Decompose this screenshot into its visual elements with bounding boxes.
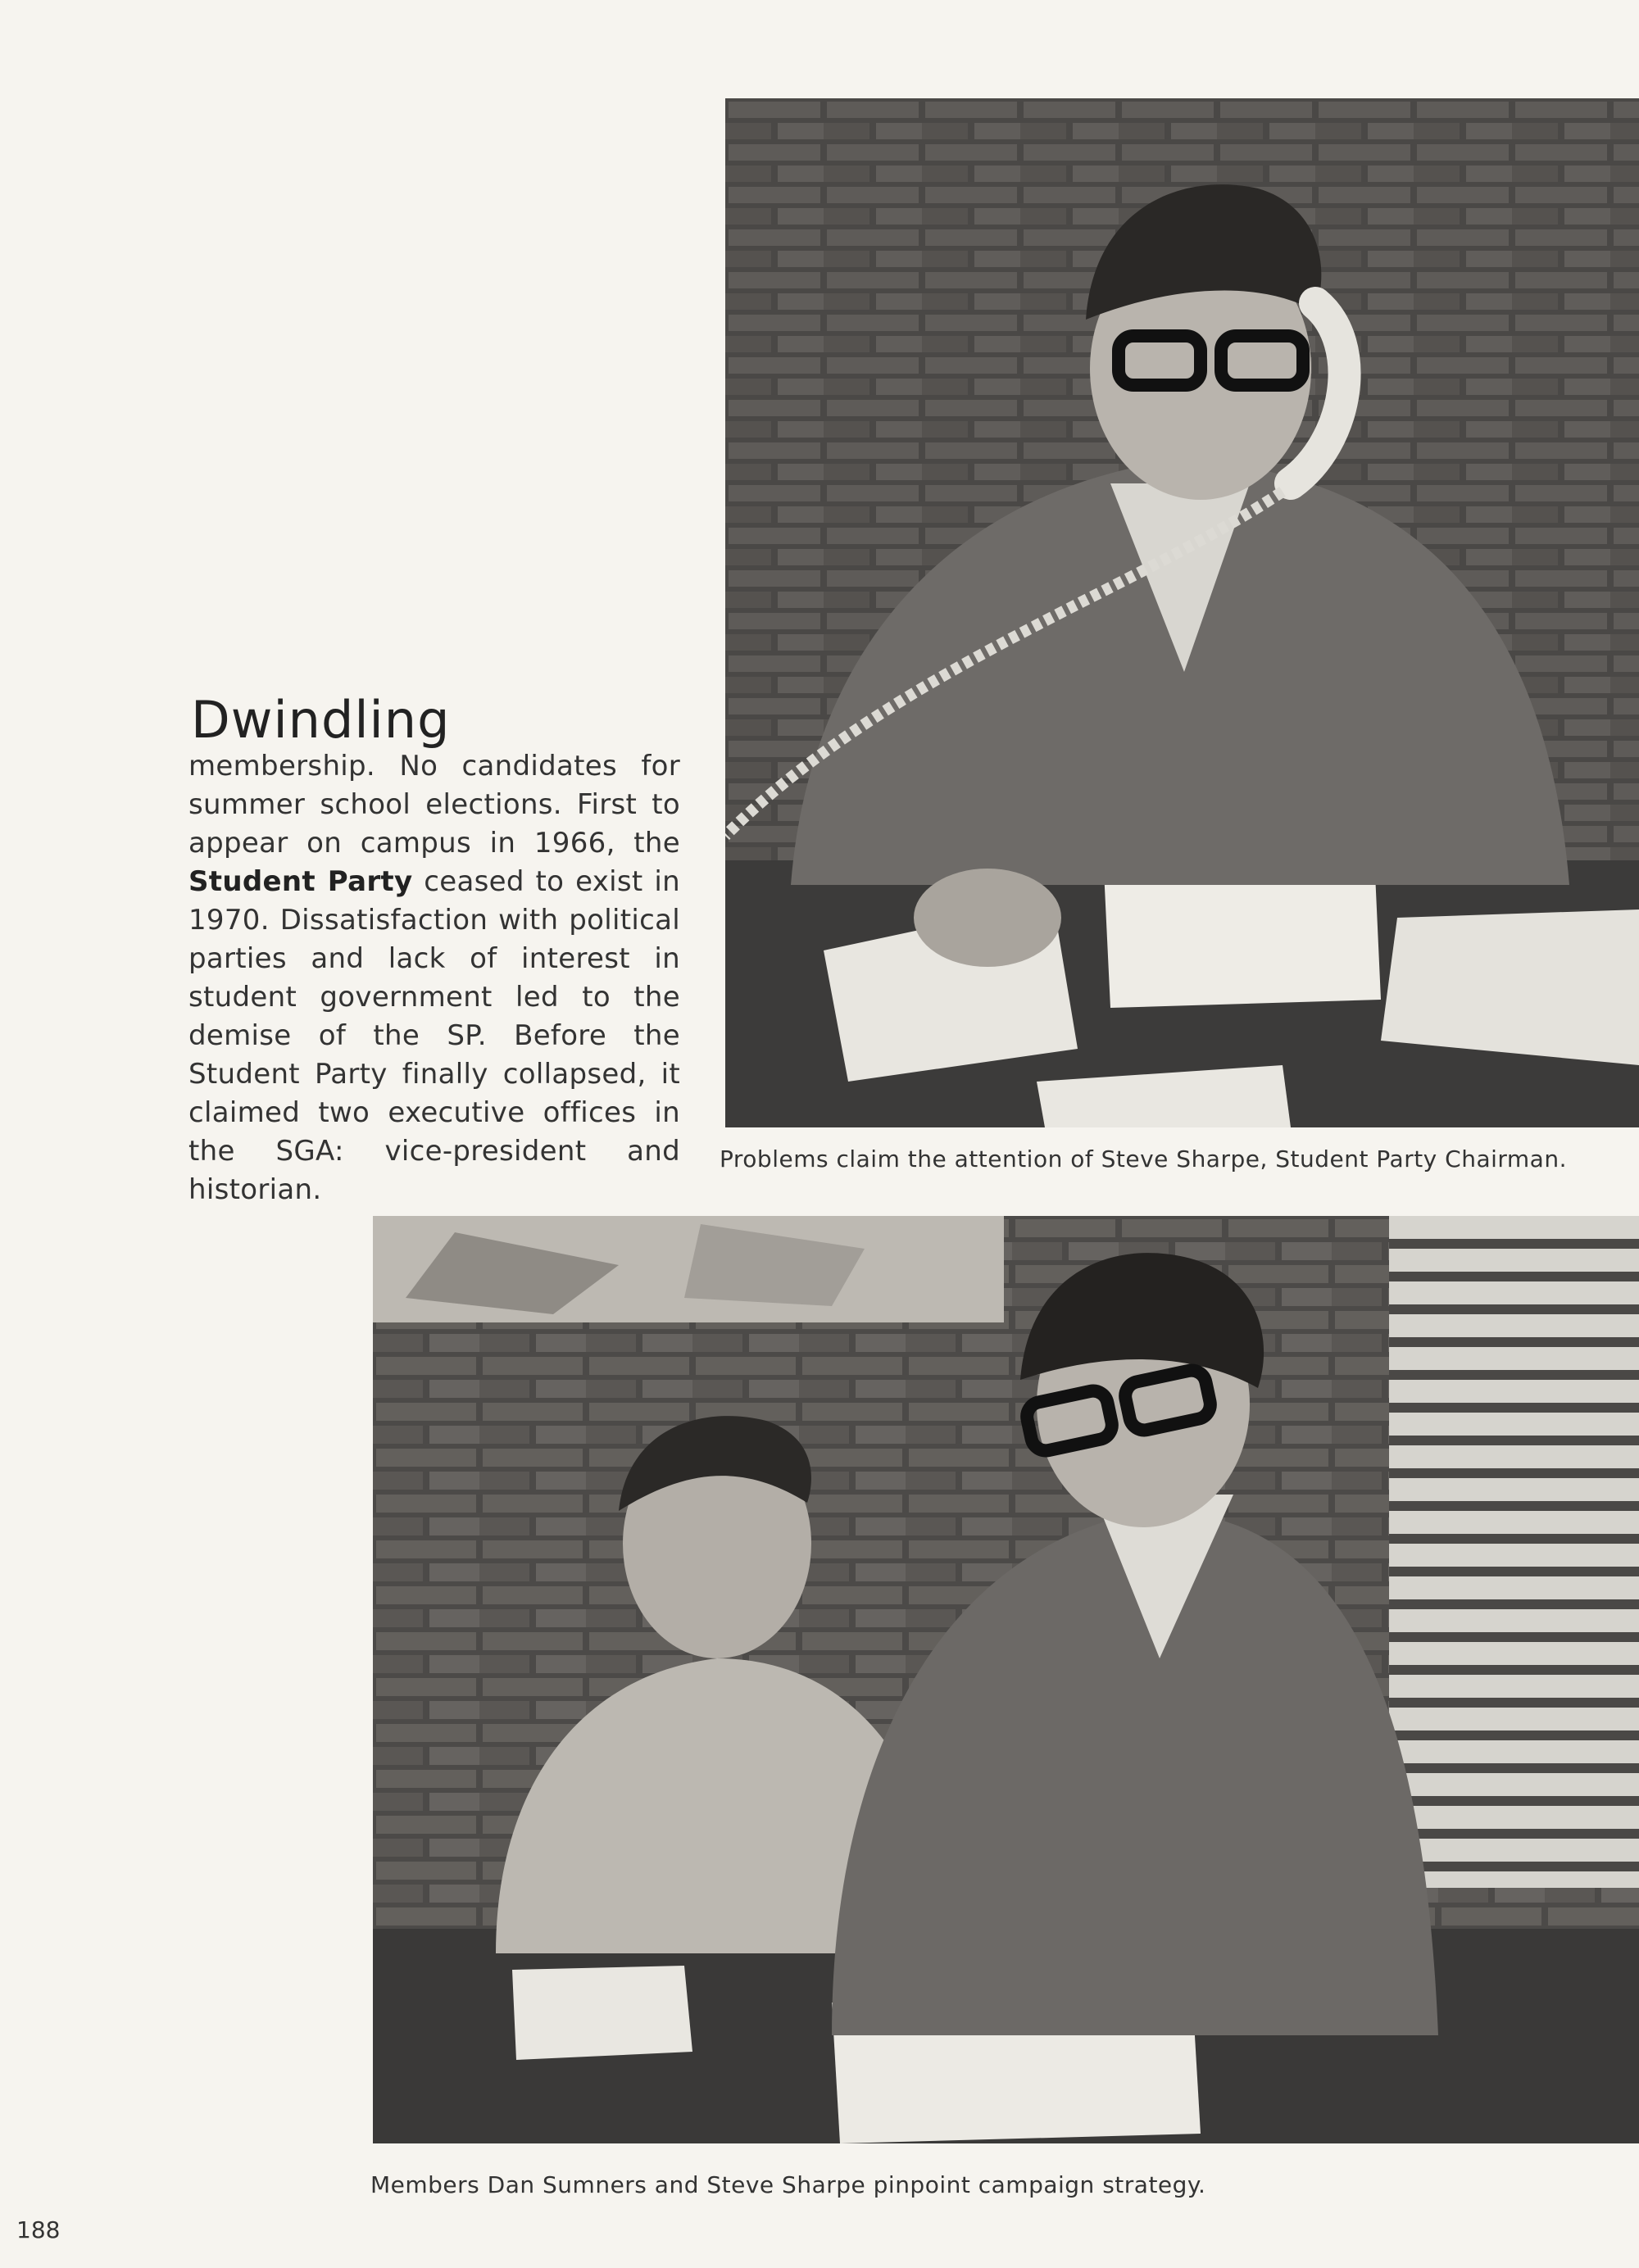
top-photo-caption: Problems claim the attention of Steve Sharpe, Student Party Chairman. <box>720 1145 1567 1173</box>
article-headline: Dwindling <box>191 690 451 750</box>
page-number: 188 <box>16 2216 61 2243</box>
body-bold-party: Student Party <box>188 865 413 898</box>
photo-members-strategy <box>373 1216 1639 2143</box>
body-intro: membership. No candidates for summer school elections. First to appear on campus in 1966, the <box>188 750 680 860</box>
body-rest: ceased to exist in 1970. Dissatisfaction with political parties and lack of interest in student government led to the demise of the SP. Before the Student Party finally collapsed, it claimed two executive offices in the SGA: vice-president and historian. <box>188 865 680 1206</box>
article-body <box>188 747 680 1209</box>
article-paragraph <box>188 747 680 1209</box>
bottom-photo-caption: Members Dan Sumners and Steve Sharpe pinpoint campaign strategy. <box>370 2171 1206 2198</box>
photo-steve-sharpe-phone <box>725 98 1639 1127</box>
